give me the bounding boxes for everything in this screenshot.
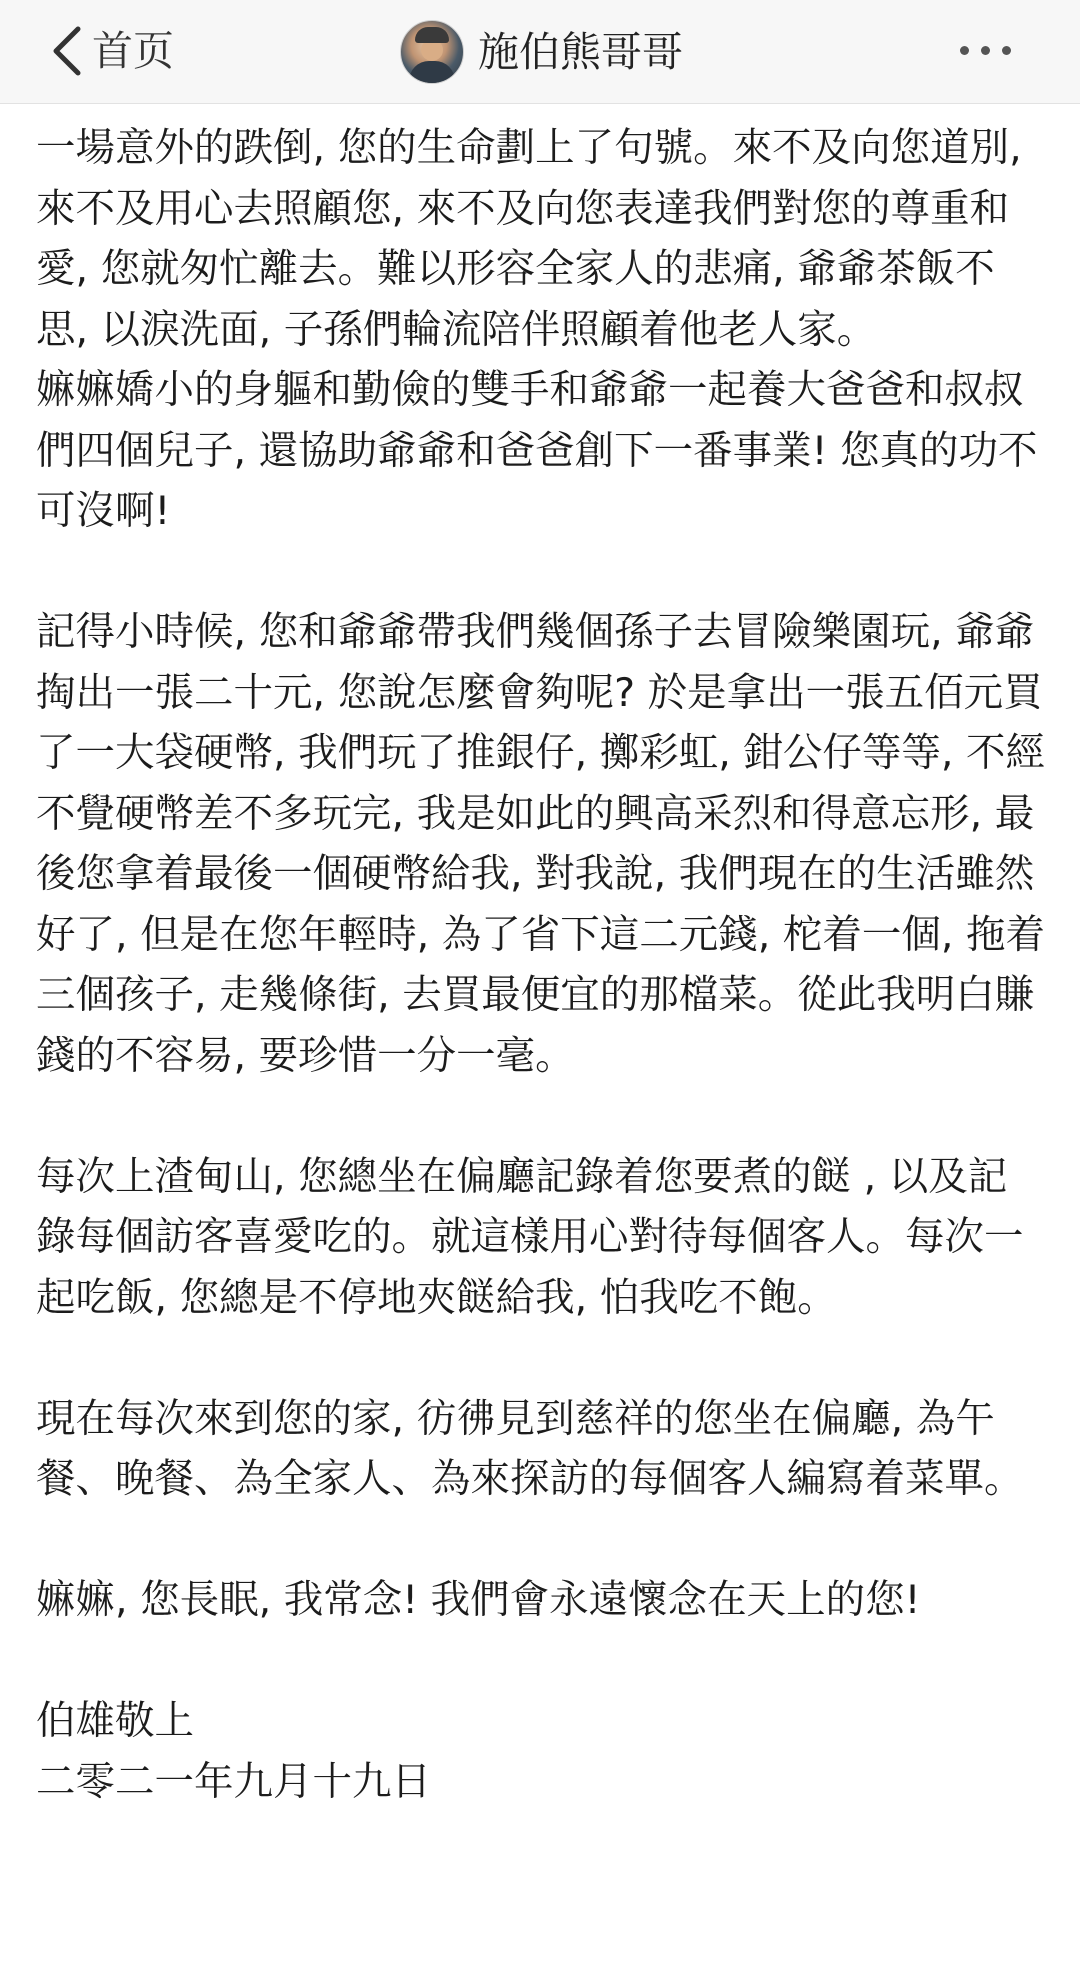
back-label: 首页 [92, 27, 174, 75]
paragraph-accident: 一場意外的跌倒, 您的生命劃上了句號。來不及向您道別, 來不及用心去照顧您, 來不及向您表達我們對您的尊重和愛, 您就匆忙離去。難以形容全家人的悲痛, 爺爺茶飯不思, 以淚洗面, 子孫們輪流陪伴照顧着他老人家。 [36, 125, 1035, 353]
page-title: 施伯熊哥哥 [478, 28, 683, 76]
back-button[interactable] [50, 16, 174, 86]
title-group[interactable] [400, 14, 683, 90]
nav-bar [0, 0, 1080, 104]
chevron-left-icon [50, 25, 84, 77]
paragraph-childhood-memory: 記得小時候, 您和爺爺帶我們幾個孫子去冒險樂園玩, 爺爺掏出一張二十元, 您說怎麼會夠呢? 於是拿出一張五佰元買了一大袋硬幣, 我們玩了推銀仔, 擲彩虹, 鉗公仔等等, 不經不覺硬幣差不多玩完, 我是如此的興高采烈和得意忘形, 最後您拿着最後一個硬幣給我, 對我說, 我們現在的生活雖然好了, 但是在您年輕時, 為了省下這二元錢, 柁着一個, 拖着三個孩子, 走幾條街, 去買最便宜的那檔菜。從此我明白賺錢的不容易, 要珍惜一分一毫。 [36, 609, 1045, 1079]
more-horizontal-icon [960, 46, 1011, 55]
article-body [36, 118, 1046, 1812]
paragraph-home-visit: 現在每次來到您的家, 彷彿見到慈祥的您坐在偏廳, 為午餐、晚餐、為全家人、為來探訪的每個客人編寫着菜單。 [36, 1395, 1024, 1502]
more-button[interactable] [950, 22, 1020, 78]
paragraph-farewell: 嫲嫲, 您長眠, 我常念! 我們會永遠懷念在天上的您! [36, 1577, 921, 1623]
paragraph-grandmother: 嫲嫲嬌小的身軀和勤儉的雙手和爺爺一起養大爸爸和叔叔們四個兒子, 還協助爺爺和爸爸創下一番事業! 您真的功不可沒啊! [36, 367, 1038, 534]
signature: 伯雄敬上 [36, 1698, 194, 1744]
date: 二零二一年九月十九日 [36, 1758, 431, 1805]
paragraph-jardine-hill: 每次上渣甸山, 您總坐在偏廳記錄着您要煮的餸 , 以及記錄每個訪客喜愛吃的。就這樣用心對待每個客人。每次一起吃飯, 您總是不停地夾餸給我, 怕我吃不飽。 [36, 1153, 1024, 1321]
avatar[interactable] [400, 20, 464, 84]
